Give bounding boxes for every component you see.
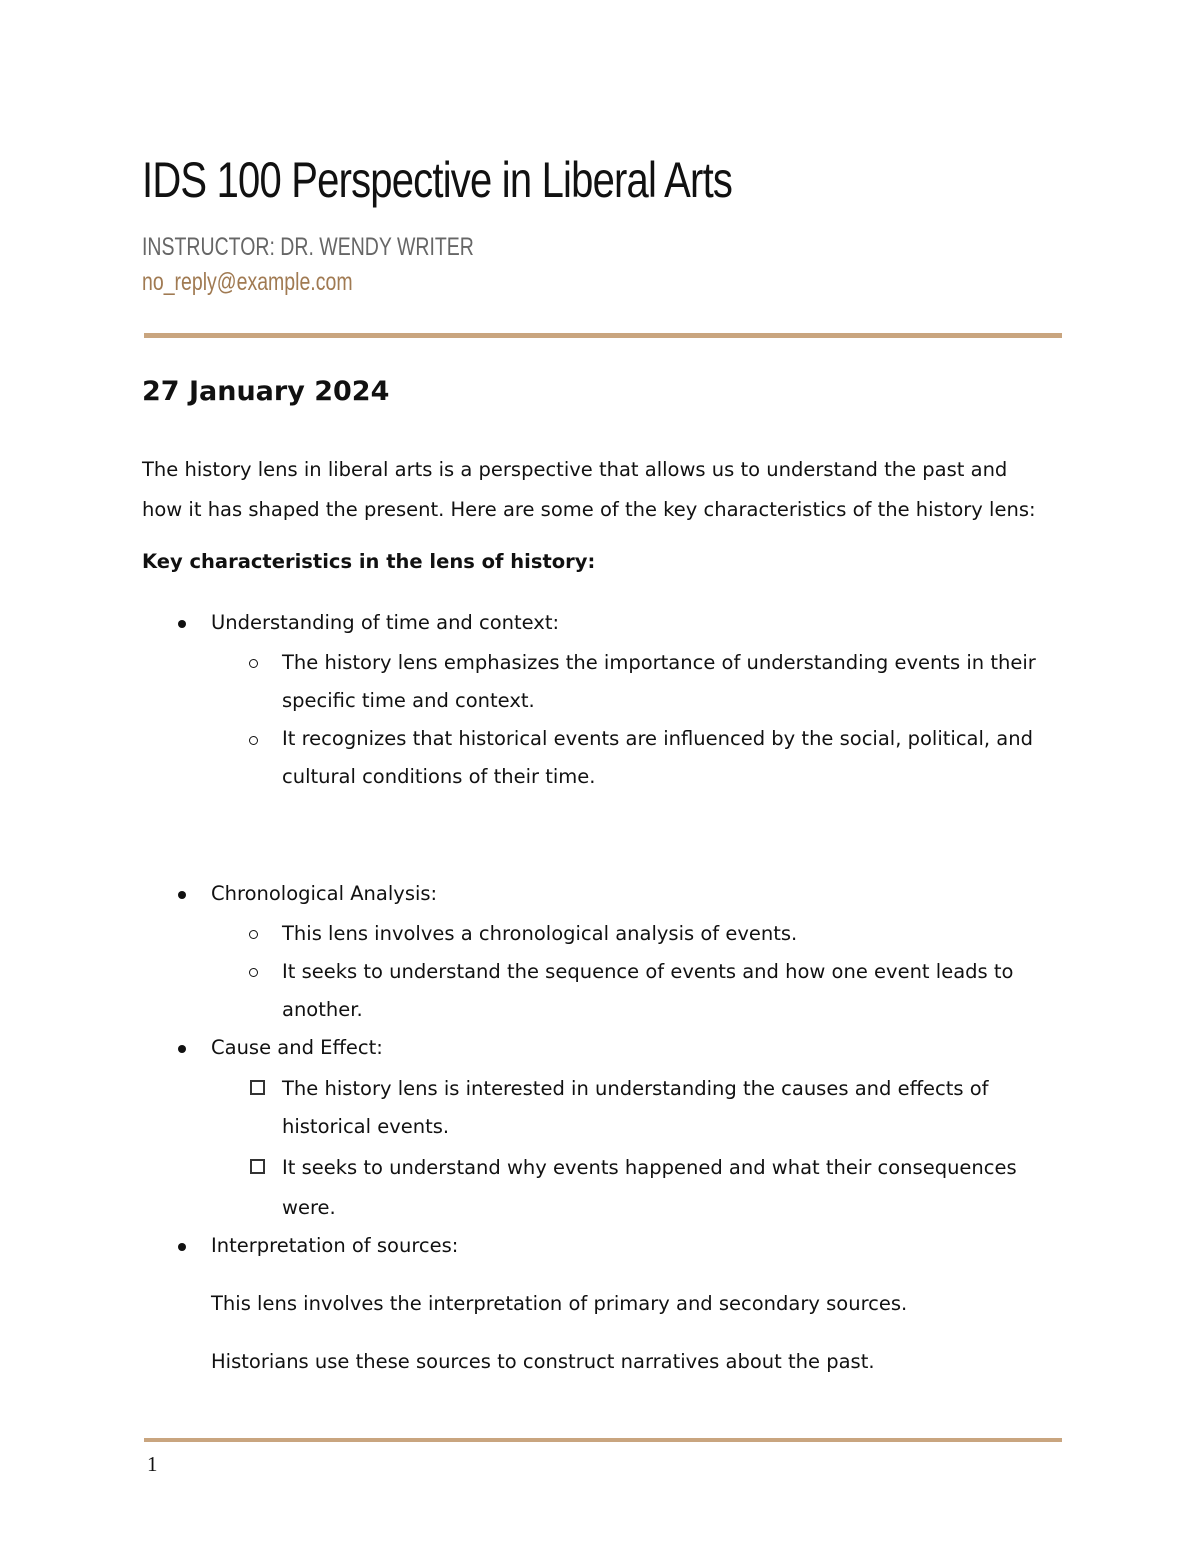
list-item-paragraph: This lens involves the interpretation of primary and secondary sources. (211, 1292, 908, 1315)
instructor-email[interactable]: no_reply@example.com (142, 268, 353, 296)
bullet-icon (178, 1045, 186, 1053)
sub-list-item: The history lens emphasizes the importance of understanding events in their (282, 651, 1036, 674)
sub-list-item: It seeks to understand the sequence of events and how one event leads to (282, 960, 1014, 983)
list-item-label: Cause and Effect: (211, 1036, 383, 1059)
sub-list-item: This lens involves a chronological analysis of events. (282, 922, 798, 945)
list-item-label: Chronological Analysis: (211, 882, 438, 905)
intro-paragraph (142, 450, 1082, 530)
document-title: IDS 100 Perspective in Liberal Arts (142, 152, 733, 208)
list-item-label: Understanding of time and context: (211, 611, 560, 634)
intro-line: The history lens in liberal arts is a perspective that allows us to understand the past and (142, 458, 1008, 481)
instructor-name: INSTRUCTOR: DR. WENDY WRITER (142, 233, 474, 261)
sub-list-item-continued: cultural conditions of their time. (282, 765, 596, 788)
entry-date: 27 January 2024 (142, 376, 390, 407)
bullet-icon (178, 891, 186, 899)
bullet-icon (178, 1243, 186, 1251)
sub-list-item-continued: another. (282, 998, 363, 1021)
sub-bullet-icon (249, 659, 258, 668)
bullet-icon (178, 620, 186, 628)
footer-divider (144, 1438, 1062, 1442)
sub-bullet-icon (249, 736, 258, 745)
key-characteristics-heading: Key characteristics in the lens of history: (142, 550, 596, 573)
checkbox-icon[interactable] (250, 1159, 265, 1174)
intro-line: how it has shaped the present. Here are some of the key characteristics of the history lens: (142, 498, 1036, 521)
page-number: 1 (147, 1452, 158, 1476)
checkbox-icon[interactable] (250, 1080, 265, 1095)
list-item-label: Interpretation of sources: (211, 1234, 459, 1257)
checklist-item: The history lens is interested in understanding the causes and effects of (282, 1077, 989, 1100)
list-item-paragraph: Historians use these sources to construct narratives about the past. (211, 1350, 875, 1373)
sub-list-item-continued: specific time and context. (282, 689, 535, 712)
sub-bullet-icon (249, 968, 258, 977)
checklist-item-continued: were. (282, 1196, 336, 1219)
checklist-item: It seeks to understand why events happened and what their consequences (282, 1156, 1017, 1179)
checklist-item-continued: historical events. (282, 1115, 450, 1138)
header-divider (144, 333, 1062, 338)
sub-bullet-icon (249, 930, 258, 939)
sub-list-item: It recognizes that historical events are influenced by the social, political, and (282, 727, 1033, 750)
